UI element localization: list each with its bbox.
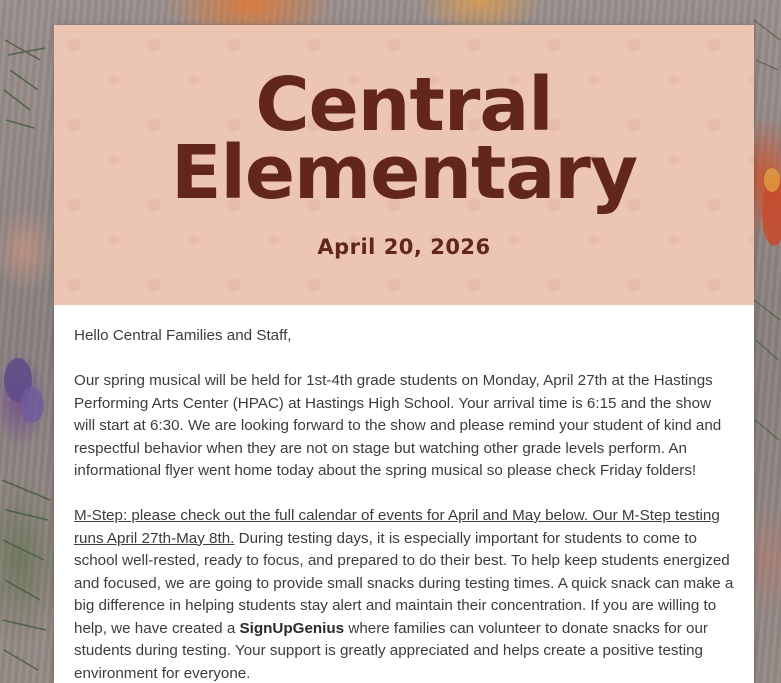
background-foliage-left [0, 0, 60, 683]
m-step-text-part-1: During testing days, it is especially important for students to come to school well-rested, ready to focus, and prepared to do their best. To help keep students energized and focused, we are going to provide small snacks during testing times. A quick snack can make a big difference in helping students stay alert and maintain their concentration. If you are willing to help, we have created a [74, 529, 734, 637]
greeting-text: Hello Central Families and Staff, [74, 327, 292, 344]
newsletter-card [54, 25, 754, 683]
background-foliage-right [752, 0, 781, 683]
flower-icon [4, 358, 44, 423]
leaf-icon [754, 20, 780, 440]
school-name-title [54, 62, 754, 216]
m-step-calendar-link[interactable]: M-Step: please check out the full calendar of events for April and May below. Our M-Step testing runs April 27th-May 8th. [74, 507, 720, 547]
newsletter-header [54, 25, 754, 305]
title-line-2: Elementary [170, 130, 638, 216]
spring-musical-paragraph: Our spring musical will be held for 1st-4th grade students on Monday, April 27th at the Hastings Performing Arts Center (HPAC) at Hastings High School. Your arrival time is 6:15 and the show will start at 6:30. We are looking forward to the show and please remind your student of kind and respectful behavior when they are not on stage but watching other grade levels perform. An informational flyer went home today about the spring musical so please check Friday folders! [74, 372, 722, 479]
m-step-paragraph [74, 505, 734, 683]
m-step-text-part-2: where families can volunteer to donate snacks for our students during testing. Your support is greatly appreciated and helps create a positive testing environment for everyone. [74, 619, 708, 682]
signupgenius-link[interactable]: SignUpGenius [239, 619, 345, 637]
newsletter-date: April 20, 2026 [317, 235, 491, 259]
newsletter-body [54, 305, 754, 683]
title-line-1: Central [255, 62, 553, 148]
